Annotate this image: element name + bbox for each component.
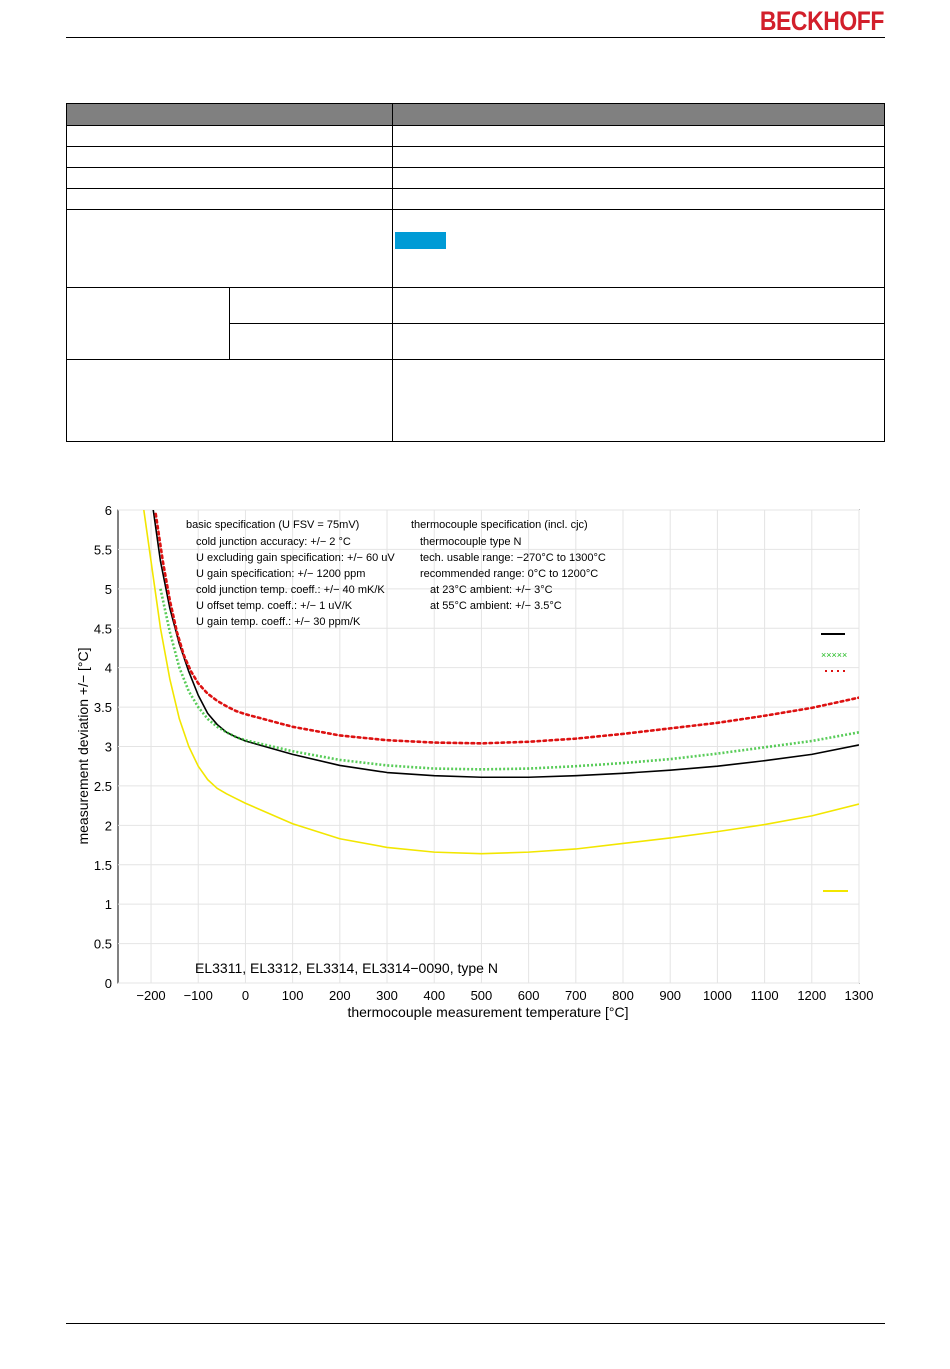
x-tick-label: 0 <box>241 988 250 1003</box>
x-axis-label: thermocouple measurement temperature [°C] <box>347 1004 629 1020</box>
annotation-right-heading: thermocouple specification (incl. cjc) <box>411 519 588 531</box>
y-tick-label: 0 <box>104 976 112 991</box>
table-cell <box>393 147 885 168</box>
y-tick-label: 1.5 <box>93 857 112 873</box>
x-tick-label: 300 <box>376 988 398 1003</box>
x-tick-label: 1100 <box>750 988 779 1003</box>
note-tag <box>395 232 446 249</box>
annotation-right-line: at 55°C ambient: +/− 3.5°C <box>430 600 562 612</box>
y-tick-label: 5.5 <box>93 542 112 558</box>
table-row <box>67 147 885 168</box>
x-tick-label: 1300 <box>844 988 874 1003</box>
y-tick-label: 6 <box>104 503 112 518</box>
x-tick-label: 100 <box>281 988 304 1003</box>
table-cell <box>393 126 885 147</box>
table-cell <box>67 210 393 288</box>
table-cell <box>230 288 393 324</box>
table-cell <box>393 288 885 324</box>
footer-rule <box>66 1323 885 1324</box>
table-header-cell <box>67 104 393 126</box>
y-tick-label: 5 <box>104 581 112 597</box>
y-tick-label: 3.5 <box>93 700 112 716</box>
table-row <box>67 168 885 189</box>
beckhoff-logo: BECKHOFF <box>759 6 884 36</box>
table-cell <box>393 210 885 288</box>
annotation-left-line: cold junction accuracy: +/− 2 °C <box>196 536 351 548</box>
y-tick-label: 3 <box>104 739 112 755</box>
table-cell <box>67 360 393 442</box>
x-tick-label: 800 <box>612 988 634 1003</box>
table-cell <box>67 288 230 360</box>
table-cell <box>393 324 885 360</box>
table-cell <box>67 126 393 147</box>
table-cell <box>393 360 885 442</box>
legend-swatch-green: ××××× <box>821 650 848 660</box>
x-tick-label: 400 <box>423 988 446 1003</box>
table-cell <box>230 324 393 360</box>
x-tick-label: 1000 <box>702 988 732 1003</box>
table-cell <box>393 189 885 210</box>
table-header-row <box>67 104 885 126</box>
table-row <box>67 210 885 288</box>
table-header-cell <box>393 104 885 126</box>
annotation-left-heading: basic specification (U FSV = 75mV) <box>186 519 360 531</box>
x-tick-label: 1200 <box>797 988 827 1003</box>
y-tick-label: 4 <box>104 660 112 676</box>
table-row <box>67 126 885 147</box>
table-cell <box>393 168 885 189</box>
x-tick-label: 900 <box>659 988 682 1003</box>
x-tick-label: −200 <box>136 988 166 1003</box>
annotation-left-line: U gain specification: +/− 1200 ppm <box>196 568 366 580</box>
y-tick-label: 2 <box>104 818 112 834</box>
y-tick-label: 1 <box>104 897 112 913</box>
x-tick-label: −100 <box>183 988 213 1003</box>
annotation-right-line: at 23°C ambient: +/− 3°C <box>430 584 553 596</box>
annotation-left-line: U gain temp. coeff.: +/− 30 ppm/K <box>196 616 361 628</box>
y-tick-label: 4.5 <box>93 621 112 637</box>
deviation-chart <box>0 495 950 1035</box>
spec-table <box>66 103 885 442</box>
annotation-right-line: tech. usable range: −270°C to 1300°C <box>420 552 606 564</box>
y-axis-label: measurement deviation +/− [°C] <box>75 647 91 845</box>
annotation-left-line: U offset temp. coeff.: +/− 1 uV/K <box>196 600 353 612</box>
table-row <box>67 189 885 210</box>
x-tick-label: 500 <box>470 988 493 1003</box>
x-tick-label: 200 <box>328 988 351 1003</box>
header-rule <box>66 37 885 38</box>
table-cell <box>67 168 393 189</box>
table-row <box>67 360 885 442</box>
y-tick-label: 0.5 <box>93 936 112 952</box>
annotation-left-line: U excluding gain specification: +/− 60 uV <box>196 552 395 564</box>
annotation-right-line: thermocouple type N <box>420 536 522 548</box>
chart-footnote: EL3311, EL3312, EL3314, EL3314−0090, type N <box>195 960 498 976</box>
x-tick-label: 600 <box>517 988 540 1003</box>
table-cell <box>67 147 393 168</box>
annotation-left-line: cold junction temp. coeff.: +/− 40 mK/K <box>196 584 385 596</box>
annotation-right-line: recommended range: 0°C to 1200°C <box>420 568 599 580</box>
x-tick-label: 700 <box>564 988 587 1003</box>
table-cell <box>67 189 393 210</box>
y-tick-label: 2.5 <box>93 778 112 794</box>
table-row <box>67 288 885 324</box>
